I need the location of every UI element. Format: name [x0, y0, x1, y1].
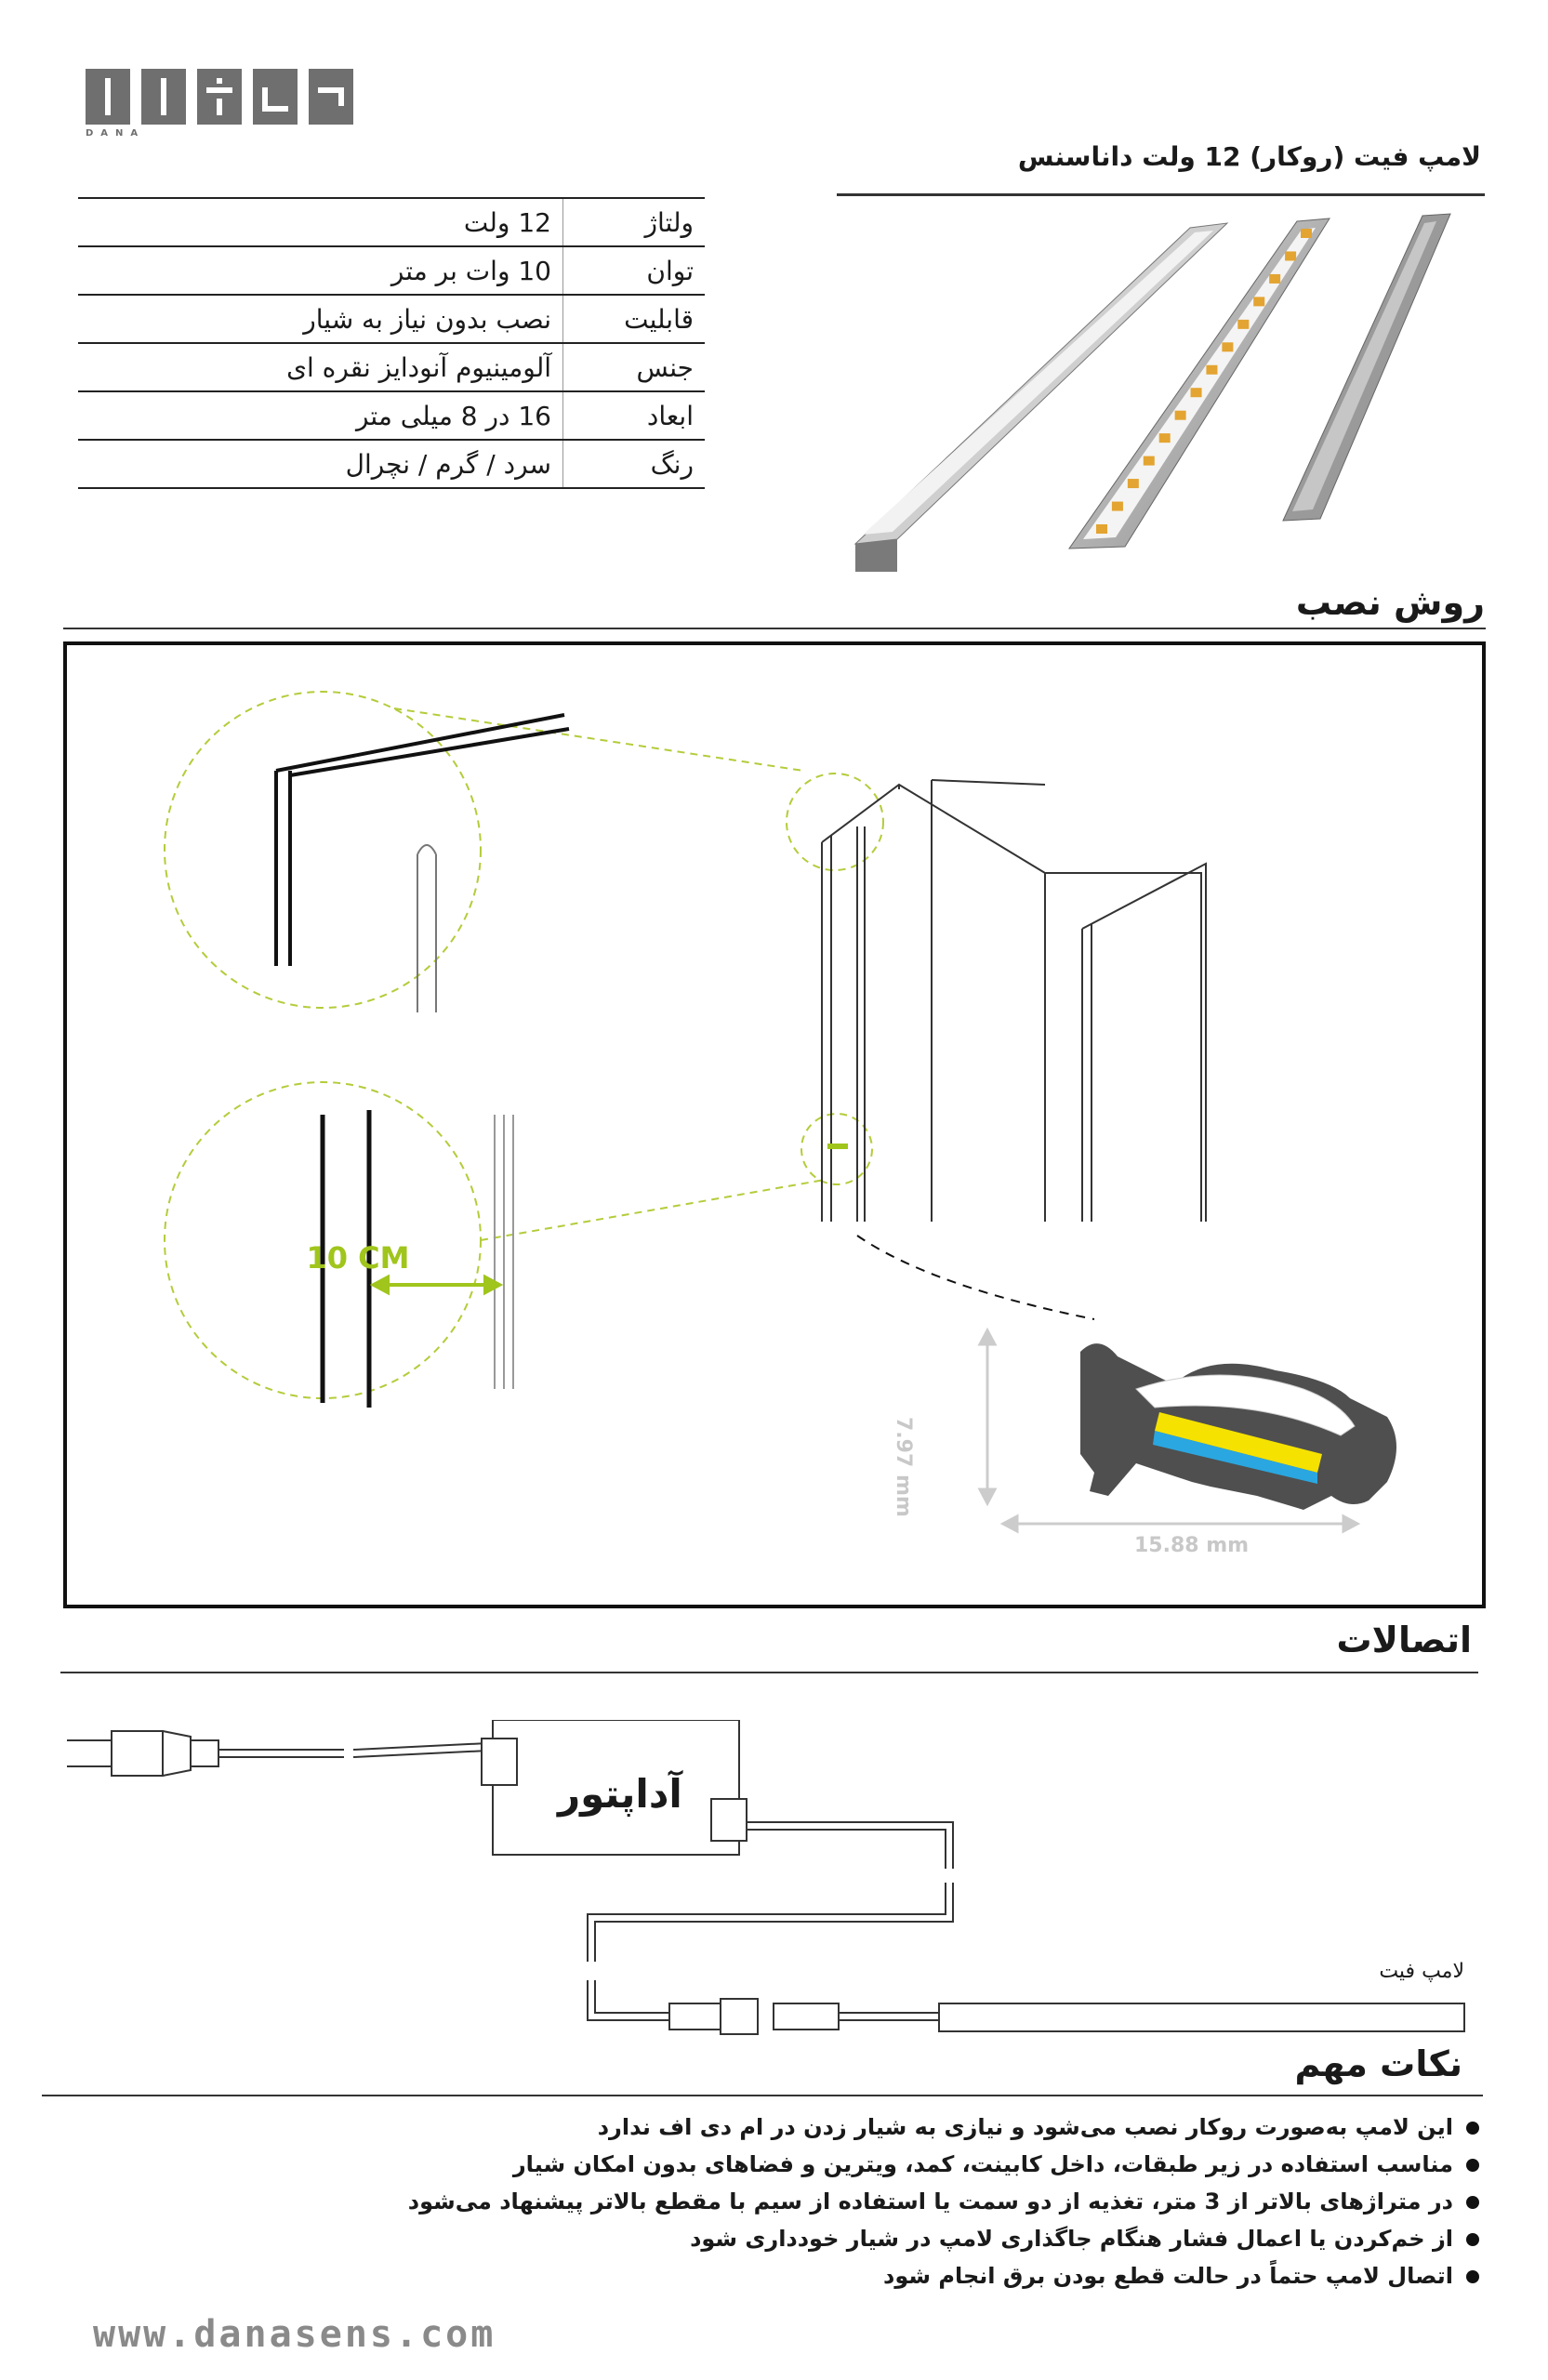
- spec-value: 10 وات بر متر: [78, 246, 563, 295]
- spec-row: [78, 246, 705, 295]
- website-url: www.danasens.com: [93, 2313, 496, 2356]
- spec-key: ولتاژ: [563, 198, 706, 246]
- strip-profile-zoom: [417, 845, 436, 1012]
- spec-value: 12 ولت: [78, 198, 563, 246]
- spec-row: [78, 343, 705, 391]
- led-chip: [1206, 365, 1217, 375]
- logo-block: [253, 69, 298, 125]
- led-chip: [1191, 388, 1202, 397]
- title-divider: [837, 193, 1485, 196]
- cabinet-drawing: [822, 780, 1206, 1222]
- spec-key: رنگ: [563, 440, 706, 488]
- strip-label: لامپ فیت: [1379, 1960, 1464, 1983]
- note-item: [31, 2257, 1481, 2294]
- distance-label: 10 CM: [306, 1240, 410, 1276]
- led-chip: [1175, 411, 1186, 420]
- note-item: [31, 2220, 1481, 2257]
- spec-row: [78, 198, 705, 246]
- logo-block: [86, 69, 130, 125]
- install-title: روش نصب: [1295, 582, 1485, 623]
- wiring-diagram: [56, 1720, 1488, 2055]
- width-label: 15.88 mm: [1134, 1534, 1250, 1557]
- install-diagram: [63, 641, 1486, 1608]
- profile-cross-section: [1080, 1343, 1396, 1510]
- bullet-icon: [1466, 2196, 1479, 2209]
- note-text: مناسب استفاده در زیر طبقات، داخل کابینت، کمد، ویترین و فضاهای بدون امکان شیار: [512, 2151, 1453, 2177]
- note-text: اتصال لامپ حتماً در حالت قطع بودن برق انجام شود: [883, 2263, 1453, 2289]
- bullet-icon: [1466, 2270, 1479, 2283]
- led-chip: [1144, 456, 1155, 466]
- note-text: در متراژهای بالاتر از 3 متر، تغذیه از دو سمت یا استفاده از سیم با مقطع بالاتر پیشنهاد می‌شود: [407, 2188, 1453, 2215]
- notes-list: [31, 2109, 1481, 2294]
- spec-row: [78, 391, 705, 440]
- bullet-icon: [1466, 2122, 1479, 2135]
- bullet-icon: [1466, 2159, 1479, 2172]
- logo-text: DANA: [86, 128, 146, 139]
- led-chip: [1222, 342, 1233, 351]
- note-item: [31, 2146, 1481, 2183]
- logo-block: [197, 69, 242, 125]
- product-profiles-image: [837, 205, 1488, 586]
- note-text: از خم‌کردن یا اعمال فشار هنگام جاگذاری لامپ در شیار خودداری شود: [690, 2226, 1453, 2252]
- spec-table: [78, 197, 705, 489]
- note-text: این لامپ به‌صورت روکار نصب می‌شود و نیازی به شیار زدن در ام دی اف ندارد: [597, 2114, 1453, 2140]
- spec-key: توان: [563, 246, 706, 295]
- led-chip: [1301, 229, 1312, 238]
- notes-divider: [42, 2095, 1483, 2096]
- spec-key: قابلیت: [563, 295, 706, 343]
- spec-value: آلومینیوم آنودایز نقره ای: [78, 343, 563, 391]
- note-item: [31, 2183, 1481, 2220]
- spec-value: نصب بدون نیاز به شیار: [78, 295, 563, 343]
- spec-row: [78, 440, 705, 488]
- spec-value: 16 در 8 میلی متر: [78, 391, 563, 440]
- logo-block: [141, 69, 186, 125]
- led-chip: [1112, 502, 1123, 511]
- led-chip: [1159, 433, 1171, 443]
- spec-row: [78, 295, 705, 343]
- adapter-label: آداپتور: [558, 1771, 682, 1817]
- logo-block: [309, 69, 353, 125]
- led-chip: [1096, 524, 1107, 534]
- connections-divider: [60, 1672, 1478, 1673]
- spec-value: سرد / گرم / نچرال: [78, 440, 563, 488]
- led-chip: [1128, 479, 1139, 488]
- spec-key: ابعاد: [563, 391, 706, 440]
- spec-key: جنس: [563, 343, 706, 391]
- led-chip: [1253, 297, 1264, 306]
- led-chip: [1237, 320, 1249, 329]
- led-chip: [1285, 251, 1296, 260]
- notes-title: نکات مهم: [1294, 2043, 1462, 2084]
- product-title: لامپ فیت (روکار) 12 ولت داناسنس: [1017, 141, 1481, 172]
- note-item: [31, 2109, 1481, 2146]
- bullet-icon: [1466, 2233, 1479, 2246]
- install-divider: [63, 628, 1486, 629]
- distance-arrow: [374, 1277, 499, 1292]
- height-label: 7.97 mm: [892, 1417, 915, 1517]
- led-chip: [1269, 274, 1280, 284]
- connections-title: اتصالات: [1336, 1620, 1472, 1660]
